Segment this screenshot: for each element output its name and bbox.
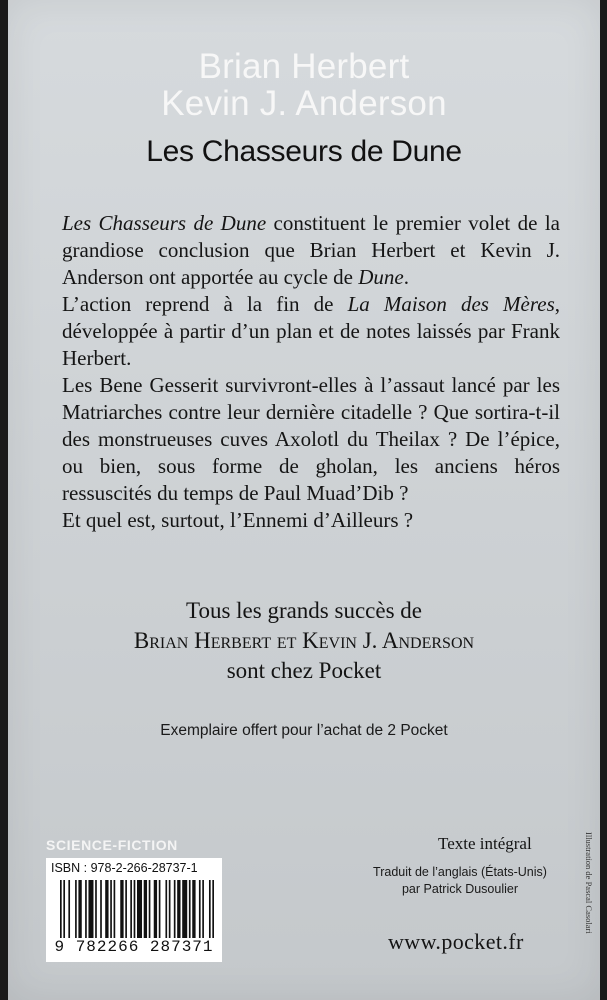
barcode-bar: [192, 880, 195, 938]
barcode: [60, 880, 214, 938]
isbn-label: ISBN : 978-2-266-28737-1: [51, 861, 198, 875]
barcode-bar: [75, 880, 77, 938]
barcode-bar: [144, 880, 147, 938]
blurb-paragraph-1: [62, 210, 560, 291]
barcode-bar: [189, 880, 191, 938]
barcode-bar: [159, 880, 161, 938]
barcode-bar: [149, 880, 151, 938]
barcode-bar: [199, 880, 201, 938]
book-title: Les Chasseurs de Dune: [146, 135, 462, 168]
publisher-url[interactable]: www.pocket.fr: [388, 929, 524, 954]
blurb-italic-maison: La Maison des Mères: [347, 292, 555, 316]
barcode-bar: [60, 880, 62, 938]
blurb-text: L’action reprend à la fin de: [62, 292, 348, 316]
translation-line-2: par Patrick Dusoulier: [401, 882, 518, 896]
barcode-bar: [125, 880, 127, 938]
barcode-bar: [114, 880, 116, 938]
blurb-text: constituent le premier volet de la grandiose conclusion que Brian Herbert et Kevin J. Anderson ont apportée au cycle de: [62, 211, 560, 289]
author-2: Kevin J. Anderson: [161, 84, 447, 123]
barcode-bar: [105, 880, 108, 938]
blurb-paragraph-3: Les Bene Gesserit survivront-elles à l’assaut lancé par les Matriarches contre leur dernière citadelle ? Que sortira-t-il des monstrueuses cuves Axolotl du Theilax ? De l’épice, ou bien, sous forme de gholan, les anciens héros ressuscités du temps de Paul Muad’Dib ?: [62, 373, 560, 505]
blurb: [62, 210, 560, 534]
barcode-bar: [110, 880, 112, 938]
barcode-bar: [78, 880, 81, 938]
barcode-bar: [209, 880, 211, 938]
barcode-bar: [174, 880, 176, 938]
barcode-bar: [95, 880, 97, 938]
blurb-paragraph-2: [62, 291, 560, 372]
texte-integral: Texte intégral: [438, 834, 532, 853]
blurb-text: , développée à partir d’un plan et de notes laissés par Frank Herbert.: [62, 292, 560, 370]
translation-line-1: Traduit de l’anglais (États-Unis): [373, 865, 547, 879]
promo-line-2: Brian Herbert et Kevin J. Anderson: [133, 628, 475, 653]
translation-credit: [370, 864, 550, 898]
barcode-bar: [134, 880, 136, 938]
barcode-bar: [130, 880, 132, 938]
barcode-bar: [154, 880, 157, 938]
author-1: Brian Herbert: [198, 47, 410, 86]
barcode-bar: [63, 880, 65, 938]
blurb-italic-dune: Dune: [358, 265, 404, 289]
barcode-bar: [88, 880, 93, 938]
book-back-cover: [8, 0, 600, 1000]
blurb-italic-title: Les Chasseurs de Dune: [62, 211, 267, 235]
blurb-paragraph-4: Et quel est, surtout, l’Ennemi d’Ailleurs ?: [62, 508, 414, 532]
author-names: [8, 48, 600, 122]
promo: [8, 596, 600, 686]
barcode-bar: [169, 880, 171, 938]
blurb-text: .: [403, 265, 409, 289]
ean-digits: 9 782266 287371: [54, 938, 214, 956]
offer-note: Exemplaire offert pour l’achat de 2 Pocket: [160, 722, 448, 739]
barcode-bar: [182, 880, 187, 938]
barcode-box: [46, 858, 222, 962]
promo-line-3: sont chez Pocket: [226, 658, 382, 683]
barcode-bar: [120, 880, 123, 938]
barcode-bar: [137, 880, 142, 938]
barcode-bar: [85, 880, 87, 938]
promo-line-1: Tous les grands succès de: [186, 598, 422, 623]
barcode-bar: [202, 880, 204, 938]
barcode-bar: [68, 880, 70, 938]
genre-label: SCIENCE-FICTION: [46, 837, 178, 853]
barcode-bar: [100, 880, 102, 938]
illustration-credit: Illustration de Pascal Casolari: [584, 832, 594, 934]
barcode-bar: [177, 880, 180, 938]
barcode-bar: [212, 880, 214, 938]
barcode-bar: [165, 880, 167, 938]
